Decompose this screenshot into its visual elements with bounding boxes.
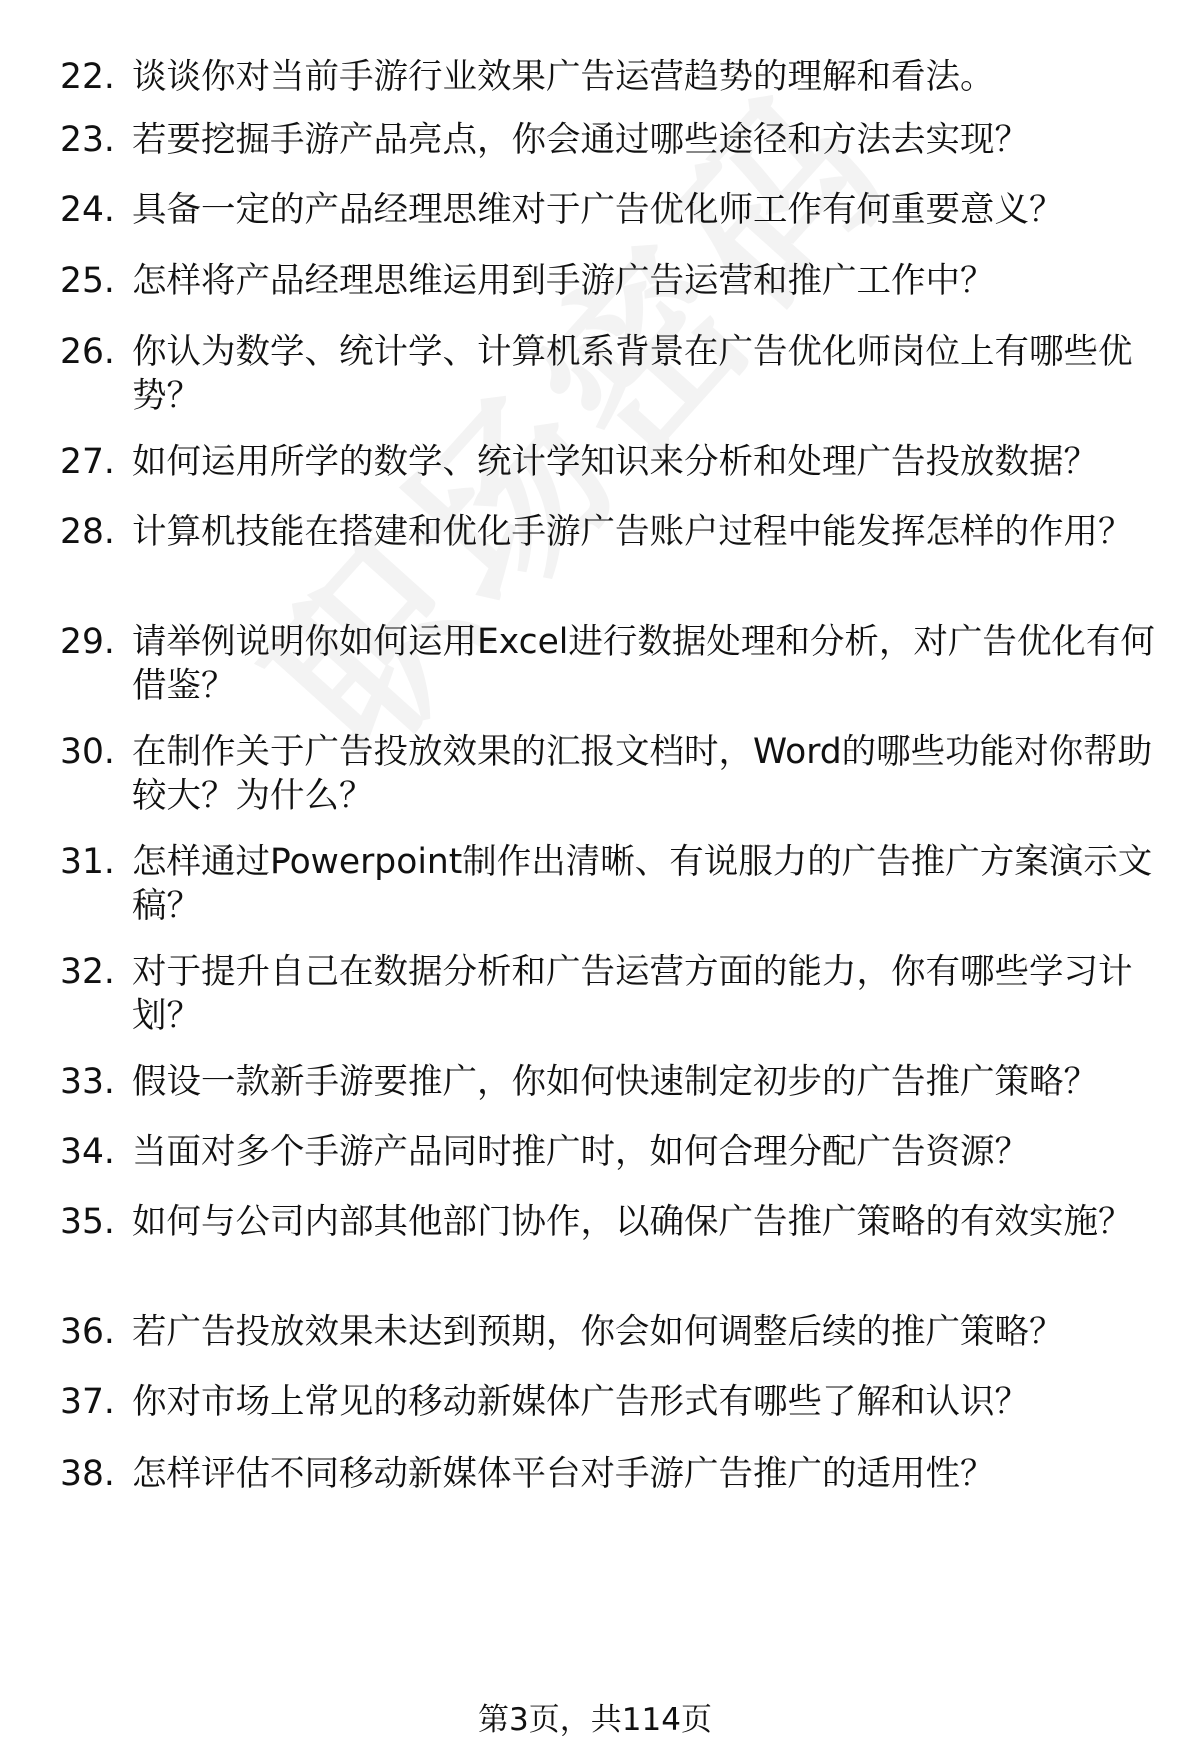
question-number: 38. bbox=[60, 1454, 115, 1494]
question-item bbox=[60, 1130, 1170, 1174]
question-text: 具备一定的产品经理思维对于广告优化师工作有何重要意义？ bbox=[132, 190, 1064, 230]
question-item bbox=[60, 330, 1170, 418]
question-text: 当面对多个手游产品同时推广时，如何合理分配广告资源？ bbox=[132, 1132, 1029, 1172]
question-number: 22. bbox=[60, 57, 115, 97]
question-item bbox=[60, 840, 1170, 928]
question-number: 35. bbox=[60, 1202, 115, 1242]
question-text: 怎样通过Powerpoint制作出清晰、有说服力的广告推广方案演示文稿？ bbox=[132, 842, 1153, 926]
question-number: 30. bbox=[60, 732, 115, 772]
question-text: 你认为数学、统计学、计算机系背景在广告优化师岗位上有哪些优势？ bbox=[132, 332, 1133, 416]
question-number: 33. bbox=[60, 1062, 115, 1102]
question-item bbox=[60, 118, 1170, 162]
question-text: 若广告投放效果未达到预期，你会如何调整后续的推广策略？ bbox=[132, 1312, 1064, 1352]
question-number: 26. bbox=[60, 332, 115, 372]
question-item bbox=[60, 440, 1170, 484]
question-number: 37. bbox=[60, 1382, 115, 1422]
question-item bbox=[60, 1380, 1170, 1424]
question-item bbox=[60, 1452, 1170, 1496]
question-text: 若要挖掘手游产品亮点，你会通过哪些途径和方法去实现？ bbox=[132, 120, 1029, 160]
question-number: 34. bbox=[60, 1132, 115, 1172]
question-text: 对于提升自己在数据分析和广告运营方面的能力，你有哪些学习计划？ bbox=[132, 952, 1133, 1036]
question-item bbox=[60, 730, 1170, 818]
question-number: 23. bbox=[60, 120, 115, 160]
question-item bbox=[60, 188, 1170, 232]
question-text: 你对市场上常见的移动新媒体广告形式有哪些了解和认识？ bbox=[132, 1382, 1029, 1422]
question-text: 假设一款新手游要推广，你如何快速制定初步的广告推广策略？ bbox=[132, 1062, 1098, 1102]
question-number: 32. bbox=[60, 952, 115, 992]
page-number-label: 第3页，共114页 bbox=[478, 1702, 712, 1738]
question-text: 怎样评估不同移动新媒体平台对手游广告推广的适用性？ bbox=[132, 1454, 995, 1494]
question-number: 36. bbox=[60, 1312, 115, 1352]
question-number: 29. bbox=[60, 622, 115, 662]
question-text: 如何与公司内部其他部门协作，以确保广告推广策略的有效实施？ bbox=[132, 1202, 1133, 1242]
question-number: 28. bbox=[60, 512, 115, 552]
question-item bbox=[60, 1060, 1170, 1104]
question-number: 25. bbox=[60, 261, 115, 301]
question-text: 谈谈你对当前手游行业效果广告运营趋势的理解和看法。 bbox=[132, 57, 995, 97]
question-text: 怎样将产品经理思维运用到手游广告运营和推广工作中？ bbox=[132, 261, 995, 301]
question-text: 在制作关于广告投放效果的汇报文档时，Word的哪些功能对你帮助较大？为什么？ bbox=[132, 732, 1153, 816]
question-number: 24. bbox=[60, 190, 115, 230]
question-item bbox=[60, 55, 1170, 99]
page-footer bbox=[0, 1700, 1190, 1740]
question-text: 计算机技能在搭建和优化手游广告账户过程中能发挥怎样的作用？ bbox=[132, 512, 1133, 552]
question-number: 27. bbox=[60, 442, 115, 482]
question-item bbox=[60, 259, 1170, 303]
question-item bbox=[60, 510, 1170, 554]
question-item bbox=[60, 620, 1170, 708]
question-number: 31. bbox=[60, 842, 115, 882]
question-text: 如何运用所学的数学、统计学知识来分析和处理广告投放数据？ bbox=[132, 442, 1098, 482]
question-item bbox=[60, 950, 1170, 1038]
question-item bbox=[60, 1310, 1170, 1354]
question-item bbox=[60, 1200, 1170, 1244]
question-text: 请举例说明你如何运用Excel进行数据处理和分析，对广告优化有何借鉴？ bbox=[132, 622, 1155, 706]
